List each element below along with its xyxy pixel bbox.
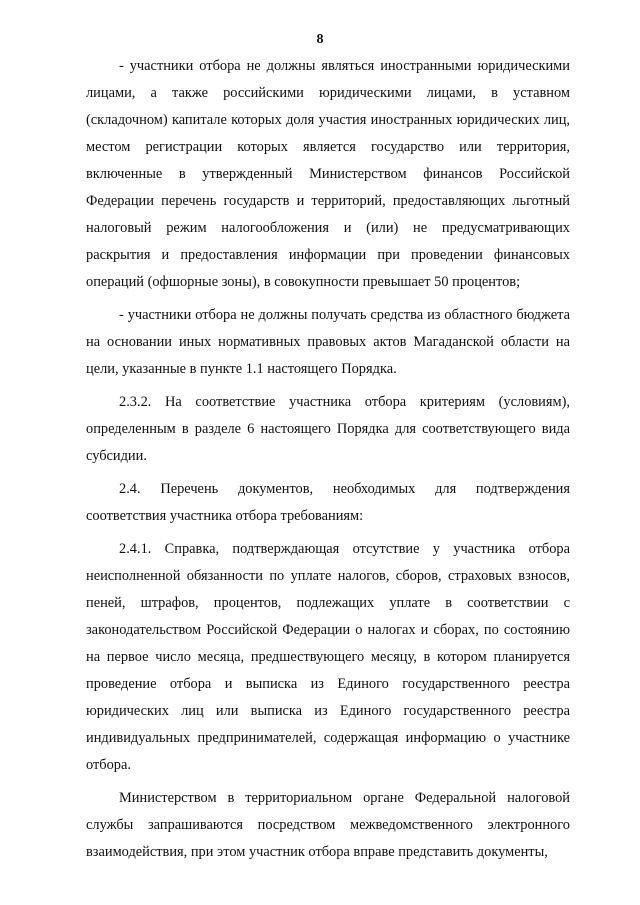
page-number: 8 bbox=[316, 32, 324, 47]
paragraph-2-4: 2.4. Перечень документов, необходимых для подтверждения соответствия участника отбора требованиям: bbox=[86, 481, 570, 524]
document-body bbox=[86, 53, 570, 866]
paragraph-2-3-2: 2.3.2. На соответствие участника отбора критериям (условиям), определенным в разделе 6 настоящего Порядка для соответствующего вида субсидии. bbox=[86, 394, 570, 464]
paragraph-foreign-entities: - участники отбора не должны являться иностранными юридическими лицами, а также российскими юридическими лицами, в уставном (складочном) капитале которых доля участия иностранных юридических лиц, местом регистрации которых является государство или территория, включенные в утвержденный Министерством финансов Российской Федерации перечень государств и территорий, предоставляющих льготный налоговый режим налогообложения и (или) не предусматривающих раскрытия и предоставления информации при проведении финансовых операций (офшорные зоны), в совокупности превышает 50 процентов; bbox=[86, 58, 570, 290]
paragraph-2-4-1: 2.4.1. Справка, подтверждающая отсутствие у участника отбора неисполненной обязанности по уплате налогов, сборов, страховых взносов, пеней, штрафов, процентов, подлежащих уплате в соответствии с законодательством Российской Федерации о налогах и сборах, по состоянию на первое число месяца, предшествующего месяцу, в котором планируется проведение отбора и выписка из Единого государственного реестра юридических лиц или выписка из Единого государственного реестра индивидуальных предпринимателей, содержащая информацию о участнике отбора. bbox=[86, 541, 570, 773]
paragraph-regional-budget: - участники отбора не должны получать средства из областного бюджета на основании иных нормативных правовых актов Магаданской области на цели, указанные в пункте 1.1 настоящего Порядка. bbox=[86, 307, 570, 377]
paragraph-ministry-request: Министерством в территориальном органе Федеральной налоговой службы запрашиваются посредством межведомственного электронного взаимодействия, при этом участник отбора вправе представить документы, bbox=[86, 790, 570, 860]
